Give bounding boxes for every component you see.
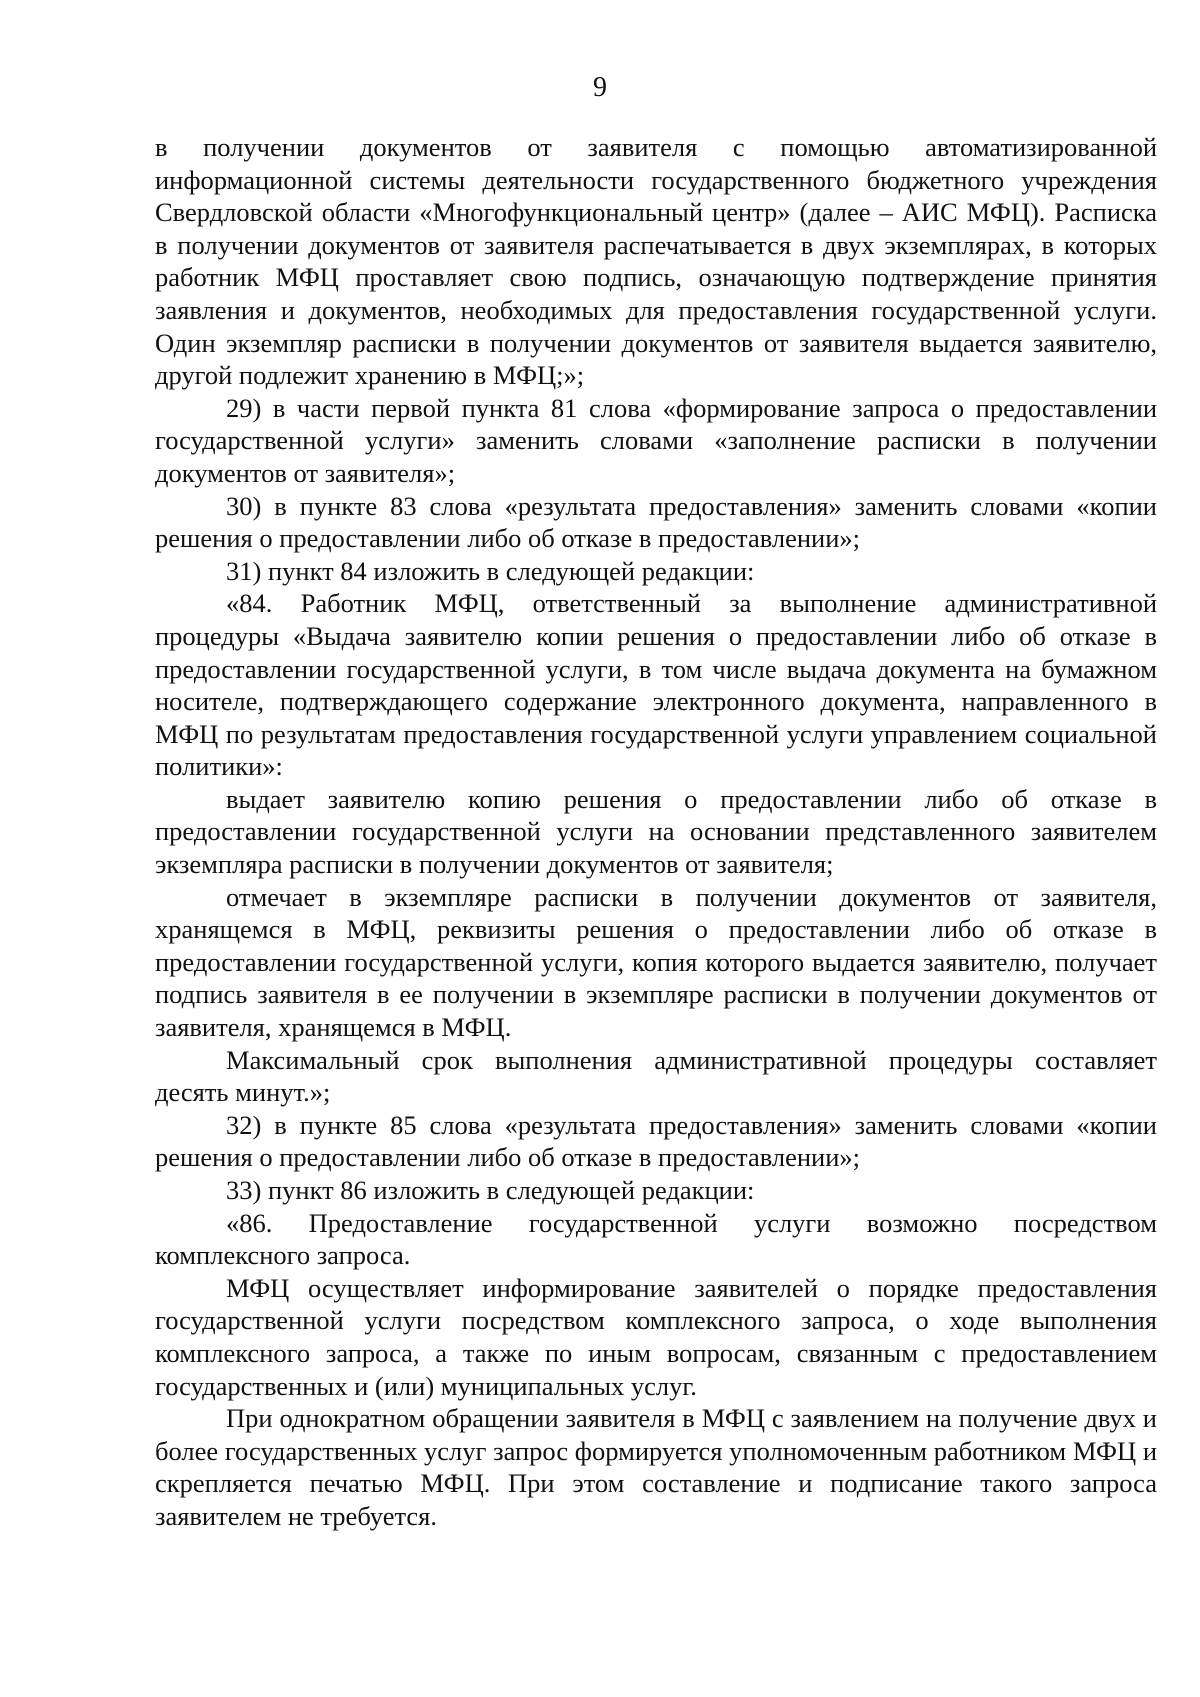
paragraph-item-32: 32) в пункте 85 слова «результата предоставления» заменить словами «копии решения о предоставлении либо об отказе в предоставлении»;: [155, 1109, 1157, 1173]
paragraph-clause-84: «84. Работник МФЦ, ответственный за выполнение административной процедуры «Выдача заявителю копии решения о предоставлении либо об отказе в предоставлении государственной услуги, в том числе выдача документа на бумажном носителе, подтверждающего содержание электронного документа, направленного в МФЦ по результатам предоставления государственной услуги управлением социальной политики»:: [155, 588, 1157, 782]
paragraph-clause-86: «86. Предоставление государственной услуги возможно посредством комплексного запроса.: [155, 1207, 1157, 1271]
paragraph-item-33: 33) пункт 86 изложить в следующей редакции:: [226, 1175, 755, 1205]
paragraph-clause-84-issue: выдает заявителю копию решения о предоставлении либо об отказе в предоставлении государственной услуги на основании представленного заявителем экземпляра расписки в получении документов от заявителя;: [155, 783, 1157, 880]
paragraph-clause-84-deadline: Максимальный срок выполнения административной процедуры составляет десять минут.»;: [155, 1044, 1157, 1108]
paragraph-item-29: 29) в части первой пункта 81 слова «формирование запроса о предоставлении государственной услуги» заменить словами «заполнение расписки в получении документов от заявителя»;: [155, 392, 1157, 488]
paragraph-continuation: в получении документов от заявителя с помощью автоматизированной информационной системы деятельности государственного бюджетного учреждения Свердловской области «Многофункциональный центр» (далее – АИС МФЦ). Расписка в получении документов от заявителя распечатывается в двух экземплярах, в которых работник МФЦ проставляет свою подпись, означающую подтверждение принятия заявления и документов, необходимых для предоставления государственной услуги. Один экземпляр расписки в получении документов от заявителя выдается заявителю, другой подлежит хранению в МФЦ;»;: [155, 132, 1157, 391]
paragraph-clause-84-mark: отмечает в экземпляре расписки в получении документов от заявителя, хранящемся в МФЦ, реквизиты решения о предоставлении либо об отказе в предоставлении государственной услуги, копия которого выдается заявителю, получает подпись заявителя в ее получении в экземпляре расписки в получении документов от заявителя, хранящемся в МФЦ.: [155, 881, 1157, 1043]
document-body: [155, 131, 1157, 1533]
paragraph-clause-86-request: При однократном обращении заявителя в МФЦ с заявлением на получение двух и более государственных услуг запрос формируется уполномоченным работником МФЦ и скрепляется печатью МФЦ. При этом составление и подписание такого запроса заявителем не требуется.: [155, 1403, 1157, 1531]
paragraph-item-31: 31) пункт 84 изложить в следующей редакции:: [226, 555, 755, 586]
paragraph-item-30: 30) в пункте 83 слова «результата предоставления» заменить словами «копии решения о предоставлении либо об отказе в предоставлении»;: [155, 490, 1157, 554]
paragraph-clause-86-inform: МФЦ осуществляет информирование заявителей о порядке предоставления государственной услуги посредством комплексного запроса, о ходе выполнения комплексного запроса, а также по иным вопросам, связанным с предоставлением государственных и (или) муниципальных услуг.: [155, 1272, 1157, 1401]
page-number: 9: [593, 72, 607, 103]
